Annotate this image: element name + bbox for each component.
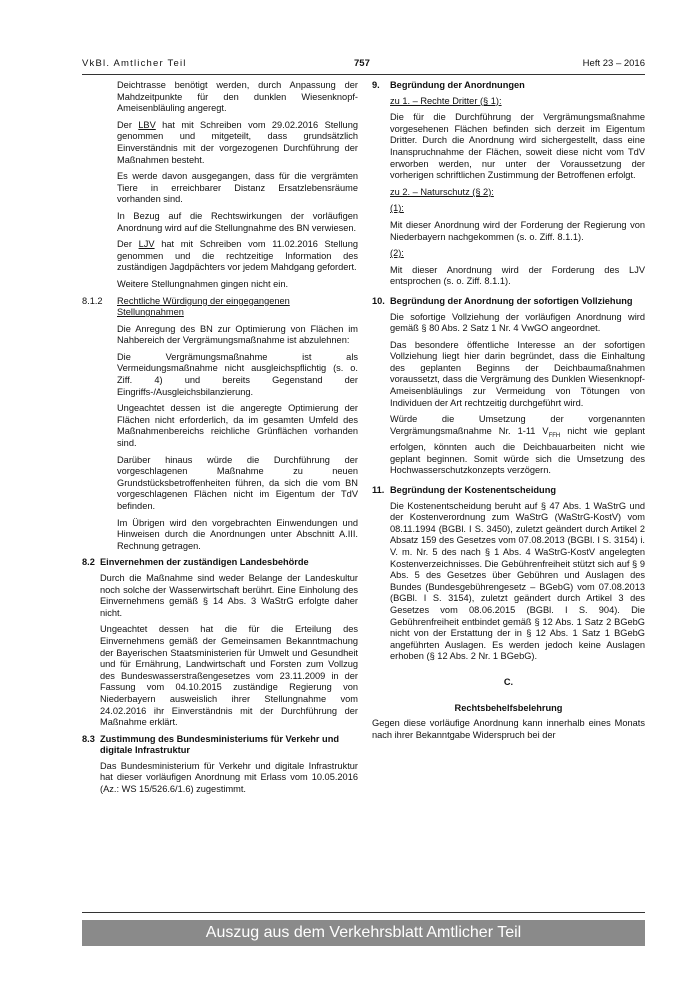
section-number: 8.1.2 — [82, 295, 103, 306]
text-run: Der — [117, 119, 139, 130]
section-heading-11 — [372, 485, 645, 497]
paragraph — [390, 414, 645, 477]
rechtsbehelfsbelehrung-heading: Rechtsbehelfsbelehrung — [454, 702, 563, 713]
paragraph: Das besondere öffentliche Interesse an der sofortigen Vollziehung liegt hier darin begründet, dass die Einhaltung des geplanten Beginns der Deichbaumaßnahmen voraussetzt, dass die Vergrämung des Dunklen Wiesenknopf-Ameisenbläulings zur Vermeidung von Tötungen von Individuen der Art rechtzeitig durchgeführt wird. — [390, 339, 645, 408]
section-title: Zustimmung des Bundesministeriums für Verkehr und digitale Infrastruktur — [100, 733, 340, 756]
journal-title: VkBl. Amtlicher Teil — [82, 58, 187, 69]
paragraph — [117, 239, 358, 274]
paragraph: Die für die Durchführung der Vergrämungsmaßnahme vorgesehenen Flächen befinden sich derzeit im Eigentum Dritter. Durch die Anordnung wird sichergestellt, dass eine Inanspruchnahme der Flächen, soweit diese nicht vom TdV erworben werden, nur unter der Voraussetzung der vorherigen schriftlichen Zustimmung der Betroffenen erfolgt. — [390, 112, 645, 181]
paragraph: Die Kostenentscheidung beruht auf § 47 Abs. 1 WaStrG und der Kostenverordnung zum WaStrG (WaStrG-KostV) vom 08.11.1994 (BGBl. I S. 3450), zuletzt geändert durch Artikel 2 Absatz 159 des Gesetzes vom 07.08.2013 (BGBl. I S. 3154) i. V. m. Nr. 5 des nach § 1 Abs. 4 WaStrG-KostV angelegten Kostenverzeichnisses. Die Gebührenfreiheit stützt sich auf § 9 Abs. 5 des Gesetzes über Gebühren und Auslagen des Bundes (Bundesgebührengesetz – BGebG) vom 07.08.2013 (BGBl. I S. 3154), zuletzt geändert durch Artikel 3 des Gesetzes vom 08.06.2015 (BGBl. I S. 904). Die Gebührenfreiheit entbindet gemäß § 12 Abs. 1 Satz 2 BGebG nicht von der Erstattung der in § 12 Abs. 1 Satz 1 BGebG angeführten Auslagen. Es werden jedoch keine Auslagen erhoben (§ 12 Abs. 2 Nr. 1 BGebG). — [390, 500, 645, 662]
subscript: FFH — [548, 432, 561, 439]
text-run: hat mit Schreiben vom 29.02.2016 Stellung genommen und mitgeteilt, dass grundsätzlich Einverständnis mit der vorgezogenen Durchführung der Maßnahmen besteht. — [117, 119, 358, 165]
subheading-zu-2: zu 2. – Naturschutz (§ 2): — [390, 186, 494, 197]
section-title: Einvernehmen der zuständigen Landesbehörde — [100, 557, 309, 568]
section-heading-8-3 — [82, 734, 358, 757]
paragraph: In Bezug auf die Rechtswirkungen der vorläufigen Anordnung wird auf die Stellungnahme des BN verwiesen. — [117, 210, 358, 233]
page-header — [82, 58, 645, 74]
paragraph: Durch die Maßnahme sind weder Belange der Landeskultur noch solche der Wasserwirtschaft berührt. Eine Einholung des Einvernehmens gemäß § 14 Abs. 3 WaStrG erfolgte daher nicht. — [100, 572, 358, 618]
section-heading-9 — [372, 80, 645, 92]
section-title: Rechtliche Würdigung der eingegangenen Stellungnahmen — [117, 295, 290, 318]
footer-banner: Auszug aus dem Verkehrsblatt Amtlicher Teil — [82, 920, 645, 946]
section-heading-10 — [372, 296, 645, 308]
section-heading-8-2 — [82, 557, 358, 569]
header-divider — [82, 74, 645, 75]
paragraph: Die Vergrämungsmaßnahme ist als Vermeidungsmaßnahme nicht ausgleichspflichtig (s. o. Ziff. 4) und bereits Gegenstand der Eingriffs-/Ausgleichsbilanzierung. — [117, 351, 358, 397]
paragraph: Deichtrasse benötigt werden, durch Anpassung der Mahdzeitpunkte für den dunklen Wiesenknopf-Ameisenbläuling angeregt. — [117, 80, 358, 114]
subheading-2: (2): — [390, 248, 404, 259]
text-run: nicht wie geplant erfolgen, könnten auch die Deichbauarbeiten nicht wie geplant beginnen. Somit würde sich die Umsetzung des Hochwasserschutzkonzepts verzögern. — [390, 425, 645, 476]
left-column — [82, 80, 358, 801]
paragraph: Mit dieser Anordnung wird der Forderung der Regierung von Niederbayern nachgekommen (s. o. Ziff. 8.1.1). — [390, 219, 645, 242]
section-title: Begründung der Anordnung der sofortigen Vollziehung — [390, 295, 633, 306]
section-title: Begründung der Anordnungen — [390, 80, 525, 90]
paragraph: Im Übrigen wird den vorgebrachten Einwendungen und Hinweisen durch die Anordnungen unter Abschnitt A.III. Rechnung getragen. — [117, 517, 358, 551]
section-number: 11. — [372, 485, 385, 496]
paragraph — [117, 120, 358, 166]
subheading-zu-1: zu 1. – Rechte Dritter (§ 1): — [390, 95, 502, 106]
abbreviation-ljv: LJV — [138, 239, 155, 250]
section-title: Begründung der Kostenentscheidung — [390, 485, 556, 496]
page-number: 757 — [354, 58, 370, 69]
paragraph: Das Bundesministerium für Verkehr und digitale Infrastruktur hat dieser vorläufigen Anordnung mit Erlass vom 10.05.2016 (Az.: WS 15/526.6/1.6) zugestimmt. — [100, 760, 358, 795]
paragraph: Ungeachtet dessen ist die angeregte Optimierung der Flächen nicht erforderlich, da im gesamten Umfeld des Maßnahmenbereichs reichliche Grünflächen vorhanden sind. — [117, 403, 358, 449]
abbreviation-lbv: LBV — [138, 119, 156, 130]
paragraph: Gegen diese vorläufige Anordnung kann innerhalb eines Monats nach ihrer Bekanntgabe Widerspruch bei der — [372, 718, 645, 740]
section-number: 8.2 — [82, 557, 95, 568]
paragraph: Die sofortige Vollziehung der vorläufigen Anordnung wird gemäß § 80 Abs. 2 Satz 1 Nr. 4 VwGO angeordnet. — [390, 311, 645, 334]
text-run: hat mit Schreiben vom 11.02.2016 Stellung genommen und die rechtzeitige Information des zuständigen Jagdpächters vor jedem Mahdgang gefordert. — [117, 239, 358, 273]
section-number: 8.3 — [82, 733, 95, 744]
paragraph: Mit dieser Anordnung wird der Forderung des LJV entsprochen (s. o. Ziff. 8.1.1). — [390, 264, 645, 287]
subheading-1: (1): — [390, 203, 404, 214]
paragraph: Weitere Stellungnahmen gingen nicht ein. — [117, 278, 289, 289]
footer-divider — [82, 912, 645, 913]
section-c-heading: C. — [503, 676, 514, 687]
text-run: Der — [117, 239, 139, 250]
section-number: 10. — [372, 295, 385, 306]
right-column — [372, 80, 645, 746]
section-heading-8-1-2 — [82, 296, 358, 319]
issue-label: Heft 23 – 2016 — [582, 58, 645, 69]
paragraph: Darüber hinaus würde die Durchführung der vorgeschlagenen Maßnahme zu neuen Grundstücksbetroffenheiten führen, da sich die vom BN vorgeschlagenen Flächen nicht im Eigentum der TdV befinden. — [117, 454, 358, 511]
paragraph: Die Anregung des BN zur Optimierung von Flächen im Nahbereich der Vergrämungsmaßnahme ist abzulehnen: — [117, 323, 358, 346]
paragraph: Ungeachtet dessen hat die für die Erteilung des Einvernehmens gemäß der Gemeinsamen Bekanntmachung der Bayerischen Staatsministerien für Umwelt und Gesundheit und für Ernährung, Landwirtschaft und Forsten zum Vollzug des Bundeswasserstraßengesetzes vom 23.11.2009 in der Fassung vom 04.10.2015 zuständige Regierung von Niederbayern ausweislich ihrer Stellungnahme vom 24.02.2016 ihr Einverständnis mit der Durchführung der Maßnahme erklärt. — [100, 624, 358, 728]
text-run: Würde die Umsetzung der vorgenannten Vergrämungsmaßnahme Nr. 1-11 V — [390, 414, 645, 436]
section-number: 9. — [372, 80, 380, 90]
paragraph: Es werde davon ausgegangen, dass für die vergrämten Tiere in erreichbarer Distanz Ersatzlebensräume vorhanden sind. — [117, 171, 358, 205]
